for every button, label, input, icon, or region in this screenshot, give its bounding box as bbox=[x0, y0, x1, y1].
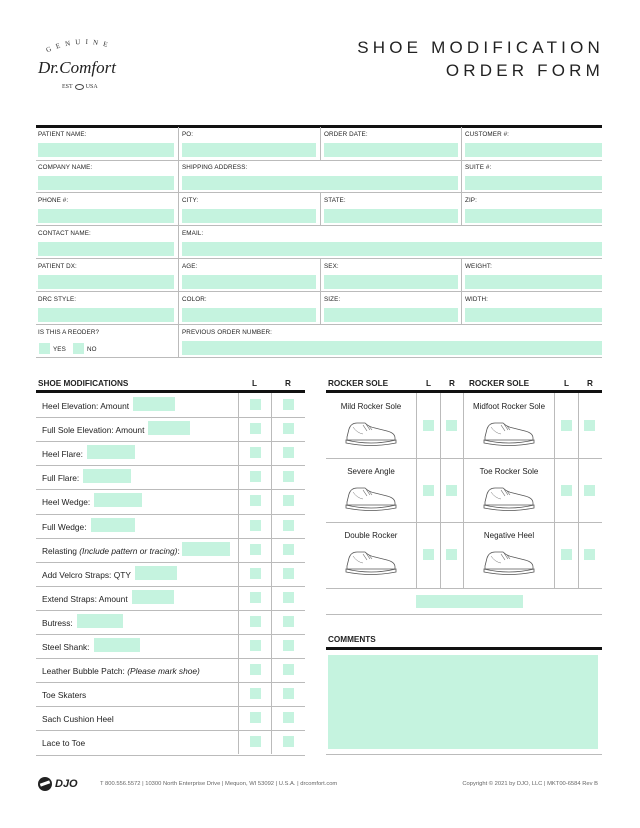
brand-name: Dr.Comfort bbox=[38, 58, 116, 77]
modification-right-checkbox[interactable] bbox=[283, 616, 294, 627]
reorder-yes-checkbox[interactable] bbox=[39, 343, 50, 354]
modification-left-checkbox[interactable] bbox=[250, 544, 261, 555]
modification-text: Heel Flare: bbox=[42, 449, 83, 460]
phone-input[interactable] bbox=[38, 209, 174, 223]
modification-left-checkbox[interactable] bbox=[250, 736, 261, 747]
modification-text: Full Wedge: bbox=[42, 521, 87, 532]
order-date-label: ORDER DATE: bbox=[324, 131, 368, 138]
city-label: CITY: bbox=[182, 197, 199, 204]
modification-right-checkbox[interactable] bbox=[283, 712, 294, 723]
previous-order-label: PREVIOUS ORDER NUMBER: bbox=[182, 329, 273, 336]
rocker-shoe-image bbox=[343, 546, 399, 581]
state-label: STATE: bbox=[324, 197, 346, 204]
customer-number-label: CUSTOMER #: bbox=[465, 131, 510, 138]
modification-text: Leather Bubble Patch: bbox=[42, 666, 128, 677]
patient-name-label: PATIENT NAME: bbox=[38, 131, 87, 138]
footer-copyright: Copyright © 2021 by DJO, LLC | MKT00-6584 Rev B bbox=[462, 781, 598, 787]
rocker-left-checkbox[interactable] bbox=[561, 420, 572, 431]
size-label: SIZE: bbox=[324, 296, 341, 303]
rocker-sole-label: Midfoot Rocker Sole bbox=[472, 402, 546, 411]
divider bbox=[554, 393, 555, 588]
rocker-left-checkbox[interactable] bbox=[423, 420, 434, 431]
modification-label bbox=[42, 401, 129, 411]
modification-text: Butress: bbox=[42, 617, 73, 628]
company-name-label: COMPANY NAME: bbox=[38, 164, 93, 171]
divider bbox=[326, 754, 602, 755]
rocker-other-input[interactable] bbox=[416, 595, 523, 608]
modification-label bbox=[42, 473, 79, 483]
modification-amount-input[interactable] bbox=[83, 469, 131, 483]
divider bbox=[36, 610, 305, 611]
modification-left-checkbox[interactable] bbox=[250, 495, 261, 506]
modification-left-checkbox[interactable] bbox=[250, 592, 261, 603]
divider bbox=[326, 588, 602, 589]
djo-globe-icon bbox=[38, 777, 52, 791]
modification-right-checkbox[interactable] bbox=[283, 736, 294, 747]
shoe-illustration-icon bbox=[343, 417, 399, 447]
rocker-left-checkbox[interactable] bbox=[423, 549, 434, 560]
modification-left-checkbox[interactable] bbox=[250, 688, 261, 699]
modification-amount-input[interactable] bbox=[133, 397, 175, 411]
divider bbox=[36, 357, 602, 358]
modification-suffix: : bbox=[177, 545, 180, 556]
modification-left-checkbox[interactable] bbox=[250, 423, 261, 434]
modification-right-checkbox[interactable] bbox=[283, 471, 294, 482]
rocker-right-checkbox[interactable] bbox=[584, 549, 595, 560]
divider bbox=[36, 538, 305, 539]
divider bbox=[178, 127, 179, 357]
rocker-right-checkbox[interactable] bbox=[446, 420, 457, 431]
divider bbox=[416, 393, 417, 588]
modification-right-checkbox[interactable] bbox=[283, 544, 294, 555]
svg-text:GENUINE: GENUINE bbox=[44, 37, 114, 55]
modification-amount-input[interactable] bbox=[87, 445, 135, 459]
rocker-right-checkbox[interactable] bbox=[446, 549, 457, 560]
reorder-label: IS THIS A REODER? bbox=[38, 329, 100, 336]
city-input[interactable] bbox=[182, 209, 316, 223]
modification-label bbox=[42, 570, 131, 580]
divider bbox=[36, 441, 305, 442]
divider bbox=[461, 192, 462, 225]
divider bbox=[36, 465, 305, 466]
comments-heading: COMMENTS bbox=[328, 635, 376, 644]
modification-label bbox=[42, 594, 128, 604]
divider bbox=[326, 458, 602, 459]
modification-label bbox=[42, 425, 144, 435]
modification-label bbox=[42, 522, 87, 532]
rocker-sole-label: Toe Rocker Sole bbox=[479, 467, 539, 476]
order-date-input[interactable] bbox=[324, 143, 458, 157]
email-input[interactable] bbox=[182, 242, 602, 256]
divider bbox=[463, 393, 464, 588]
shoe-illustration-icon bbox=[481, 482, 537, 512]
rocker-sole-label: Negative Heel bbox=[483, 531, 535, 540]
rocker-shoe-image bbox=[343, 482, 399, 517]
rocker-right-checkbox[interactable] bbox=[584, 485, 595, 496]
modification-amount-input[interactable] bbox=[132, 590, 174, 604]
zip-input[interactable] bbox=[465, 209, 602, 223]
shoe-modifications-heading: SHOE MODIFICATIONS bbox=[38, 379, 129, 388]
reorder-no-label: NO bbox=[87, 346, 97, 353]
shoe-illustration-icon bbox=[343, 482, 399, 512]
color-input[interactable] bbox=[182, 308, 316, 322]
email-label: EMAIL: bbox=[182, 230, 204, 237]
divider bbox=[36, 634, 305, 635]
shoe-illustration-icon bbox=[343, 546, 399, 576]
page-title-line2: ORDER FORM bbox=[445, 61, 604, 80]
modification-right-checkbox[interactable] bbox=[283, 520, 294, 531]
modification-label bbox=[42, 618, 73, 628]
modification-left-checkbox[interactable] bbox=[250, 640, 261, 651]
sex-input[interactable] bbox=[324, 275, 458, 289]
divider bbox=[36, 489, 305, 490]
rocker-l-header-right: L bbox=[564, 379, 570, 388]
modification-text: Steel Shank: bbox=[42, 642, 90, 652]
rocker-left-checkbox[interactable] bbox=[561, 549, 572, 560]
contact-name-label: CONTACT NAME: bbox=[38, 230, 91, 237]
divider bbox=[320, 192, 321, 225]
rocker-shoe-image bbox=[481, 417, 537, 452]
modification-left-checkbox[interactable] bbox=[250, 568, 261, 579]
modification-text: Heel Wedge: bbox=[42, 497, 91, 508]
divider bbox=[36, 291, 602, 292]
shoe-illustration-icon bbox=[481, 546, 537, 576]
divider bbox=[578, 393, 579, 588]
modification-note: (Please mark shoe) bbox=[127, 666, 200, 677]
modification-text: Lace to Toe bbox=[42, 738, 86, 749]
modification-label bbox=[42, 497, 90, 507]
age-label: AGE: bbox=[182, 263, 198, 270]
sex-label: SEX: bbox=[324, 263, 339, 270]
modification-left-checkbox[interactable] bbox=[250, 399, 261, 410]
modification-note: (Include pattern or tracing) bbox=[79, 545, 178, 556]
drc-style-input[interactable] bbox=[38, 308, 174, 322]
comments-rule bbox=[326, 647, 602, 650]
mods-l-header: L bbox=[252, 379, 258, 388]
age-input[interactable] bbox=[182, 275, 316, 289]
modification-left-checkbox[interactable] bbox=[250, 712, 261, 723]
brand-bowl-icon bbox=[75, 84, 84, 90]
previous-order-input[interactable] bbox=[182, 341, 602, 355]
modification-label bbox=[42, 666, 200, 676]
modification-text: Full Sole Elevation: Amount bbox=[42, 425, 145, 436]
customer-number-input[interactable] bbox=[465, 143, 602, 157]
mods-r-header: R bbox=[285, 379, 291, 388]
modification-label bbox=[42, 690, 86, 700]
modification-right-checkbox[interactable] bbox=[283, 423, 294, 434]
shoe-illustration-icon bbox=[481, 417, 537, 447]
rocker-left-checkbox[interactable] bbox=[423, 485, 434, 496]
modification-text: Relasting bbox=[42, 545, 80, 556]
shipping-address-input[interactable] bbox=[182, 176, 458, 190]
divider bbox=[36, 706, 305, 707]
divider bbox=[440, 393, 441, 588]
brand-est: EST bbox=[62, 84, 73, 90]
mods-rule bbox=[36, 390, 305, 393]
divider bbox=[36, 658, 305, 659]
rocker-shoe-image bbox=[481, 546, 537, 581]
rocker-right-checkbox[interactable] bbox=[446, 485, 457, 496]
divider bbox=[238, 393, 239, 754]
rocker-r-header-left: R bbox=[449, 379, 455, 388]
drc-style-label: DRC STYLE: bbox=[38, 296, 77, 303]
divider bbox=[36, 417, 305, 418]
divider bbox=[36, 258, 602, 259]
modification-right-checkbox[interactable] bbox=[283, 592, 294, 603]
divider bbox=[36, 755, 305, 756]
rocker-l-header-left: L bbox=[426, 379, 432, 388]
modification-left-checkbox[interactable] bbox=[250, 471, 261, 482]
modification-right-checkbox[interactable] bbox=[283, 495, 294, 506]
divider bbox=[36, 586, 305, 587]
divider bbox=[36, 562, 305, 563]
company-name-input[interactable] bbox=[38, 176, 174, 190]
genuine-arc bbox=[30, 34, 140, 58]
divider bbox=[36, 192, 602, 193]
divider bbox=[271, 393, 272, 754]
rocker-rule bbox=[326, 390, 602, 393]
rocker-sole-heading-left: ROCKER SOLE bbox=[328, 379, 389, 388]
modification-right-checkbox[interactable] bbox=[283, 568, 294, 579]
modification-left-checkbox[interactable] bbox=[250, 664, 261, 675]
rocker-sole-label: Severe Angle bbox=[347, 467, 395, 476]
footer-contact: T 800.556.5572 | 10300 North Enterprise Drive | Mequon, WI 53092 | U.S.A. | drcomfort.com bbox=[100, 781, 338, 787]
modification-text: Extend Straps: Amount bbox=[42, 593, 128, 604]
modification-right-checkbox[interactable] bbox=[283, 447, 294, 458]
reorder-yes-label: YES bbox=[53, 346, 66, 353]
rocker-sole-label: Mild Rocker Sole bbox=[340, 402, 402, 411]
state-input[interactable] bbox=[324, 209, 458, 223]
divider bbox=[320, 127, 321, 160]
po-input[interactable] bbox=[182, 143, 316, 157]
modification-amount-input[interactable] bbox=[94, 493, 142, 507]
modification-text: Toe Skaters bbox=[42, 690, 87, 701]
width-label: WIDTH: bbox=[465, 296, 488, 303]
divider bbox=[36, 682, 305, 683]
modification-label bbox=[42, 714, 114, 724]
weight-label: WEIGHT: bbox=[465, 263, 492, 270]
modification-left-checkbox[interactable] bbox=[250, 616, 261, 627]
brand-usa: USA bbox=[85, 84, 98, 90]
djo-logo bbox=[38, 777, 78, 791]
patient-dx-input[interactable] bbox=[38, 275, 174, 289]
rocker-right-checkbox[interactable] bbox=[584, 420, 595, 431]
modification-right-checkbox[interactable] bbox=[283, 664, 294, 675]
modification-left-checkbox[interactable] bbox=[250, 520, 261, 531]
modification-text: Add Velcro Straps: QTY bbox=[42, 569, 131, 580]
modification-right-checkbox[interactable] bbox=[283, 688, 294, 699]
rocker-sole-label: Double Rocker bbox=[344, 531, 398, 540]
color-label: COLOR: bbox=[182, 296, 207, 303]
modification-amount-input[interactable] bbox=[182, 542, 230, 556]
djo-logo-text: DJO bbox=[55, 778, 78, 790]
phone-label: PHONE #: bbox=[38, 197, 69, 204]
modification-right-checkbox[interactable] bbox=[283, 640, 294, 651]
weight-input[interactable] bbox=[465, 275, 602, 289]
modification-text: Heel Elevation: Amount bbox=[42, 401, 130, 411]
modification-text: Full Flare: bbox=[42, 473, 80, 484]
modification-amount-input[interactable] bbox=[94, 638, 140, 652]
suite-number-label: SUITE #: bbox=[465, 164, 492, 171]
divider bbox=[36, 730, 305, 731]
divider bbox=[36, 225, 602, 226]
patient-name-input[interactable] bbox=[38, 143, 174, 157]
rocker-shoe-image bbox=[343, 417, 399, 452]
rocker-sole-heading-right: ROCKER SOLE bbox=[469, 379, 530, 388]
modification-label bbox=[42, 449, 83, 459]
po-label: PO: bbox=[182, 131, 194, 138]
suite-number-input[interactable] bbox=[465, 176, 602, 190]
comments-textarea[interactable] bbox=[328, 655, 598, 749]
rocker-r-header-right: R bbox=[587, 379, 593, 388]
contact-name-input[interactable] bbox=[38, 242, 174, 256]
divider bbox=[36, 324, 602, 325]
modification-amount-input[interactable] bbox=[91, 518, 135, 532]
divider bbox=[36, 160, 602, 161]
modification-text: Sach Cushion Heel bbox=[42, 714, 114, 725]
divider bbox=[36, 514, 305, 515]
modification-label bbox=[42, 738, 85, 748]
modification-label bbox=[42, 642, 90, 652]
rocker-left-checkbox[interactable] bbox=[561, 485, 572, 496]
size-input[interactable] bbox=[324, 308, 458, 322]
shipping-address-label: SHIPPING ADDRESS: bbox=[182, 164, 248, 171]
divider bbox=[326, 614, 602, 615]
modification-amount-input[interactable] bbox=[77, 614, 123, 628]
modification-right-checkbox[interactable] bbox=[283, 399, 294, 410]
rocker-shoe-image bbox=[481, 482, 537, 517]
modification-left-checkbox[interactable] bbox=[250, 447, 261, 458]
page-title-line1: SHOE MODIFICATION bbox=[357, 38, 604, 57]
modification-amount-input[interactable] bbox=[148, 421, 190, 435]
modification-label bbox=[42, 546, 180, 556]
header-rule bbox=[36, 125, 602, 128]
width-input[interactable] bbox=[465, 308, 602, 322]
divider bbox=[326, 522, 602, 523]
modification-amount-input[interactable] bbox=[135, 566, 177, 580]
zip-label: ZIP: bbox=[465, 197, 477, 204]
brand-logo bbox=[30, 34, 140, 96]
reorder-no-checkbox[interactable] bbox=[73, 343, 84, 354]
patient-dx-label: PATIENT DX: bbox=[38, 263, 77, 270]
